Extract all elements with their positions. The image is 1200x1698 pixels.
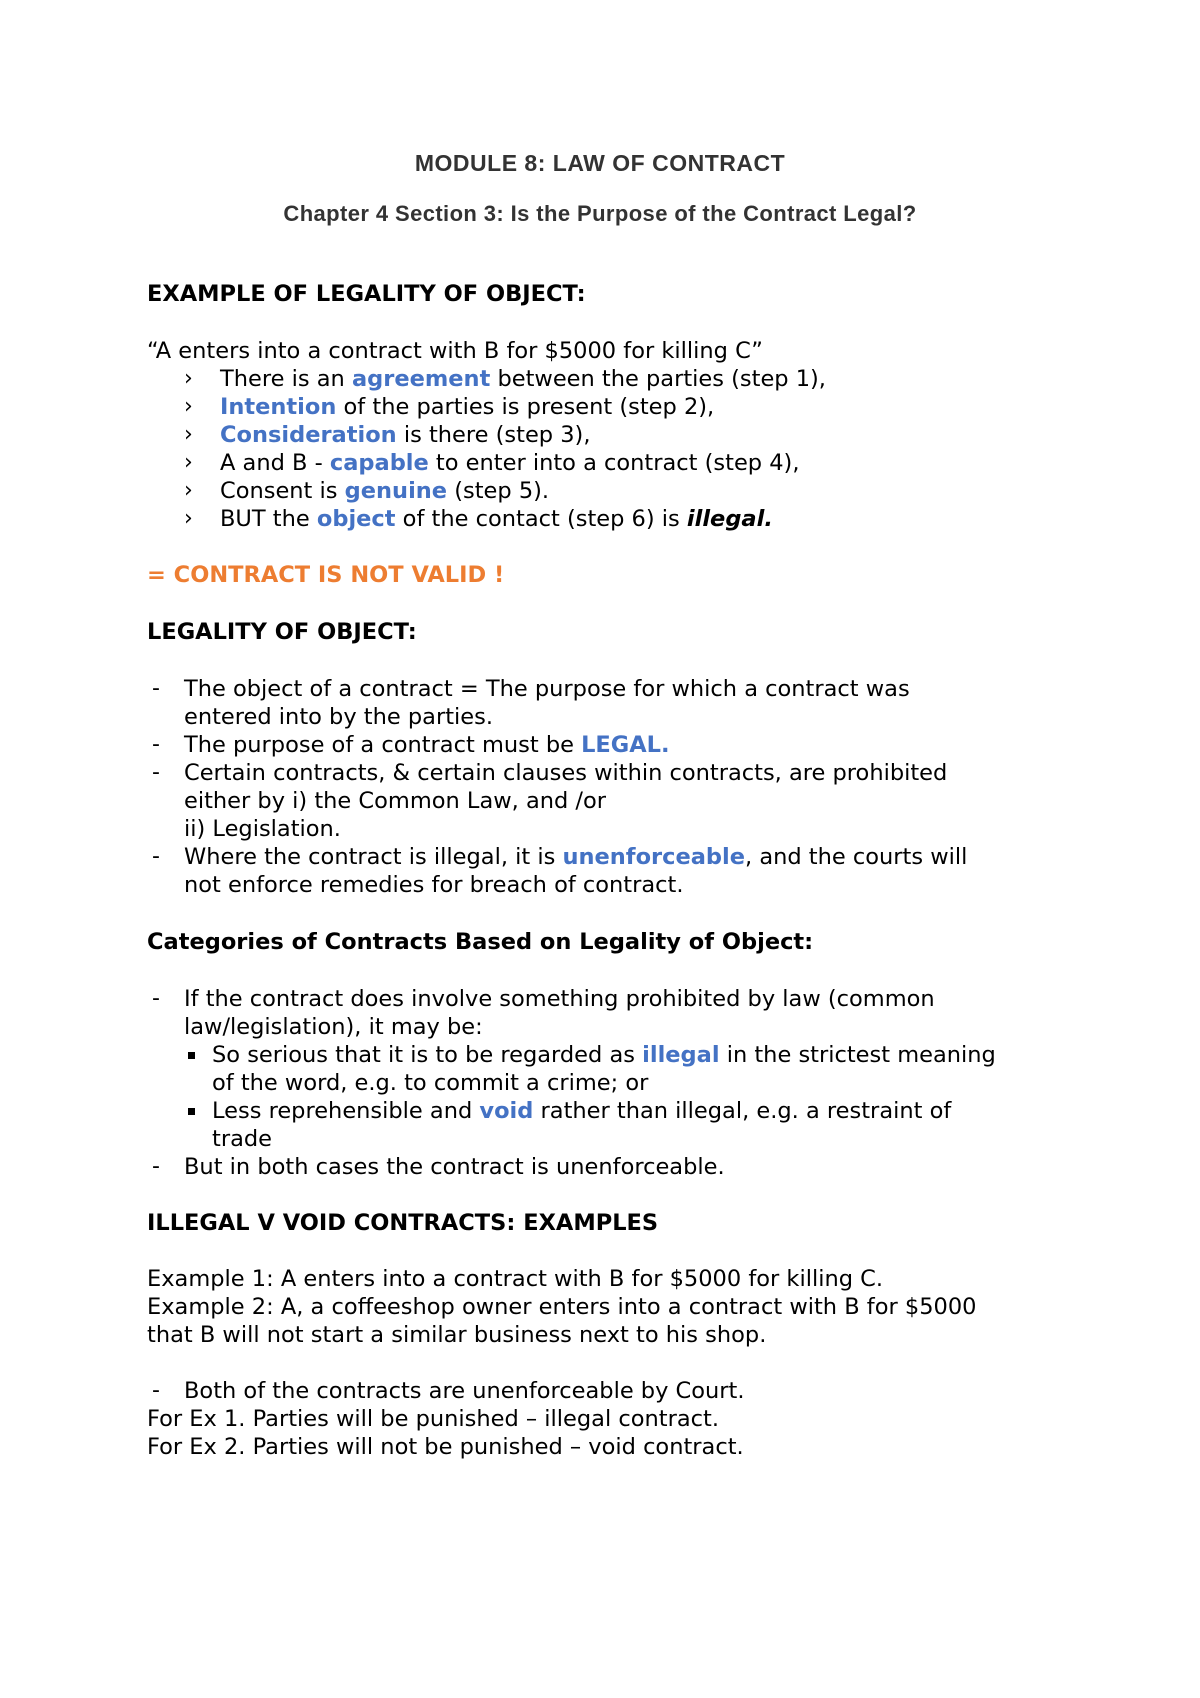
list-item: Both of the contracts are unenforceable by Court. [184, 1378, 745, 1404]
legality-heading: LEGALITY OF OBJECT: [147, 619, 417, 645]
bullet-chevron: › [184, 506, 193, 531]
example-2-text: Example 2: A, a coffeeshop owner enters into a contract with B for $5000 [147, 1294, 977, 1320]
dash-marker: - [152, 732, 160, 757]
bullet-chevron: › [184, 366, 193, 391]
list-item: Intention of the parties is present (step 2), [220, 394, 715, 420]
example-quote: “A enters into a contract with B for $5000 for killing C” [147, 338, 763, 364]
example-2-text-cont: that B will not start a similar business next to his shop. [147, 1322, 767, 1348]
sub-list-item-cont: trade [212, 1126, 272, 1152]
module-title: MODULE 8: LAW OF CONTRACT [414, 150, 786, 176]
conclusion-text: = CONTRACT IS NOT VALID ! [147, 562, 505, 588]
example-1-text: Example 1: A enters into a contract with B for $5000 for killing C. [147, 1266, 884, 1292]
list-item: Consent is genuine (step 5). [220, 478, 550, 504]
list-item: Where the contract is illegal, it is unenforceable, and the courts will [184, 844, 968, 870]
dash-marker: - [152, 1154, 160, 1179]
list-item-cont: law/legislation), it may be: [184, 1014, 483, 1040]
list-item: The purpose of a contract must be LEGAL. [184, 732, 670, 758]
list-item: If the contract does involve something prohibited by law (common [184, 986, 935, 1012]
list-item: BUT the object of the contact (step 6) is illegal. [220, 506, 773, 532]
examples-heading: ILLEGAL V VOID CONTRACTS: EXAMPLES [147, 1210, 659, 1236]
square-bullet-icon [188, 1052, 195, 1059]
list-item-cont: either by i) the Common Law, and /or [184, 788, 607, 814]
list-item: But in both cases the contract is unenforceable. [184, 1154, 725, 1180]
list-item: A and B - capable to enter into a contract (step 4), [220, 450, 800, 476]
example-heading: EXAMPLE OF LEGALITY OF OBJECT: [147, 281, 586, 307]
square-bullet-icon [188, 1108, 195, 1115]
list-item-cont: entered into by the parties. [184, 704, 493, 730]
for-ex2-text: For Ex 2. Parties will not be punished – void contract. [147, 1434, 744, 1460]
for-ex1-text: For Ex 1. Parties will be punished – illegal contract. [147, 1406, 719, 1432]
bullet-chevron: › [184, 450, 193, 475]
sub-list-item: Less reprehensible and void rather than illegal, e.g. a restraint of [212, 1098, 952, 1124]
list-item: There is an agreement between the parties (step 1), [220, 366, 826, 392]
list-item: Certain contracts, & certain clauses within contracts, are prohibited [184, 760, 948, 786]
list-item-cont: not enforce remedies for breach of contract. [184, 872, 684, 898]
sub-list-item: So serious that it is to be regarded as illegal in the strictest meaning [212, 1042, 996, 1068]
dash-marker: - [152, 676, 160, 701]
bullet-chevron: › [184, 422, 193, 447]
list-item: Consideration is there (step 3), [220, 422, 591, 448]
sub-list-item-cont: of the word, e.g. to commit a crime; or [212, 1070, 649, 1096]
list-item-cont: ii) Legislation. [184, 816, 341, 842]
bullet-chevron: › [184, 478, 193, 503]
chapter-title: Chapter 4 Section 3: Is the Purpose of the Contract Legal? [283, 201, 917, 226]
dash-marker: - [152, 986, 160, 1011]
dash-marker: - [152, 844, 160, 869]
list-item: The object of a contract = The purpose for which a contract was [184, 676, 910, 702]
dash-marker: - [152, 760, 160, 785]
bullet-chevron: › [184, 394, 193, 419]
categories-heading: Categories of Contracts Based on Legality of Object: [147, 929, 814, 955]
dash-marker: - [152, 1378, 160, 1403]
